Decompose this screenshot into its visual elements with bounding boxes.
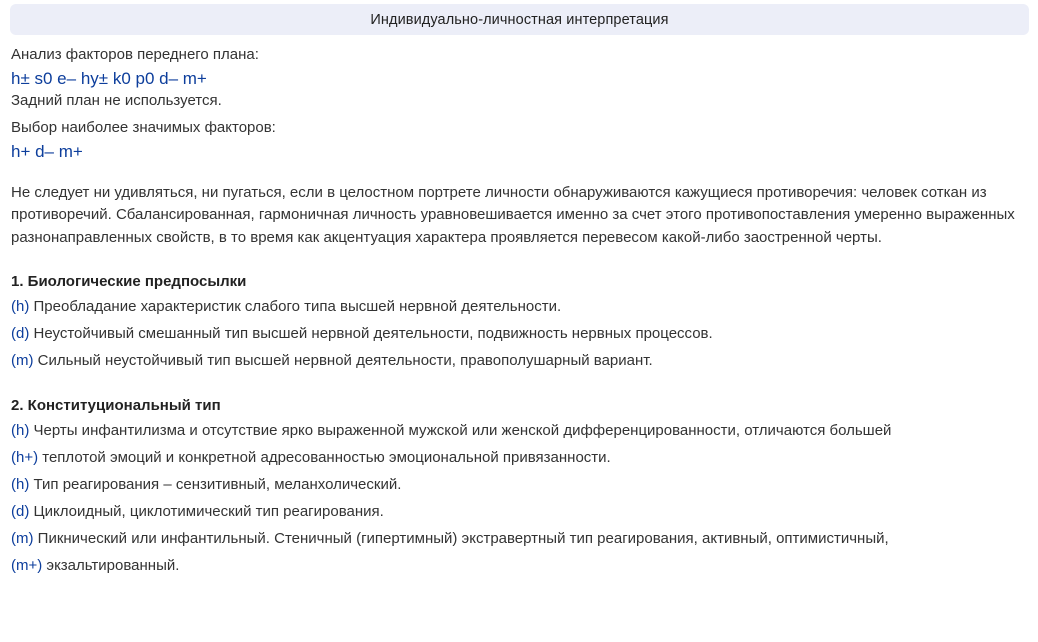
- list-item: [11, 471, 1026, 498]
- item-text: экзальтированный.: [46, 557, 180, 575]
- intro-paragraph: Не следует ни удивляться, ни пугаться, если в целостном портрете личности обнаруживаются кажущиеся противоречия: человек соткан из противоречий. Сбалансированная, гармоничная личность уравновешивается именно за счет этого противопоставления умеренно выраженных разнонаправленных свойств, в то время как акцентуация характера проявляется перевесом какой-либо заостренной черты.: [11, 183, 1015, 246]
- significant-label: Выбор наиболее значимых факторов:: [11, 119, 276, 136]
- section-constitutional: [11, 395, 1026, 579]
- list-item: [11, 293, 1026, 320]
- section-header-title: Индивидуально-личностная интерпретация: [370, 11, 669, 28]
- list-item: [11, 525, 1026, 552]
- foreground-factors: h± s0 e– hy± k0 p0 d– m+: [11, 68, 207, 88]
- item-text: теплотой эмоций и конкретной адресованностью эмоциональной привязанности.: [42, 449, 611, 467]
- background-note: Задний план не используется.: [11, 91, 222, 109]
- significant-factors: h+ d– m+: [11, 141, 83, 161]
- factor-code: (m): [11, 530, 34, 548]
- list-item: [11, 444, 1026, 471]
- item-text: Сильный неустойчивый тип высшей нервной деятельности, правополушарный вариант.: [37, 352, 653, 370]
- list-item: [11, 498, 1026, 525]
- item-text: Черты инфантилизма и отсутствие ярко выраженной мужской или женской дифференцированности, отличаются большей: [33, 422, 892, 440]
- factor-code: (m): [11, 352, 34, 370]
- factor-code: (m+): [11, 557, 43, 575]
- item-text: Пикнический или инфантильный. Стеничный (гипертимный) экстравертный тип реагирования, активный, оптимистичный,: [37, 530, 889, 548]
- factor-code: (d): [11, 325, 30, 343]
- factor-code: (h+): [11, 449, 39, 467]
- item-text: Преобладание характеристик слабого типа высшей нервной деятельности.: [33, 298, 562, 316]
- factor-code: (h): [11, 422, 30, 440]
- section-title: 2. Конституциональный тип: [11, 397, 221, 415]
- list-item: [11, 320, 1026, 347]
- factor-code: (h): [11, 476, 30, 494]
- section-header: [10, 4, 1029, 35]
- item-text: Тип реагирования – сензитивный, меланхолический.: [33, 476, 402, 494]
- section-title: 1. Биологические предпосылки: [11, 273, 247, 291]
- factor-code: (d): [11, 503, 30, 521]
- list-item: [11, 417, 1026, 444]
- interpretation-content: [11, 44, 1026, 579]
- item-text: Неустойчивый смешанный тип высшей нервной деятельности, подвижность нервных процессов.: [33, 325, 713, 343]
- list-item: [11, 347, 1026, 374]
- section-biological: [11, 271, 1026, 374]
- list-item: [11, 552, 1026, 579]
- item-text: Циклоидный, циклотимический тип реагирования.: [33, 503, 384, 521]
- factor-code: (h): [11, 298, 30, 316]
- foreground-label: Анализ факторов переднего плана:: [11, 46, 259, 63]
